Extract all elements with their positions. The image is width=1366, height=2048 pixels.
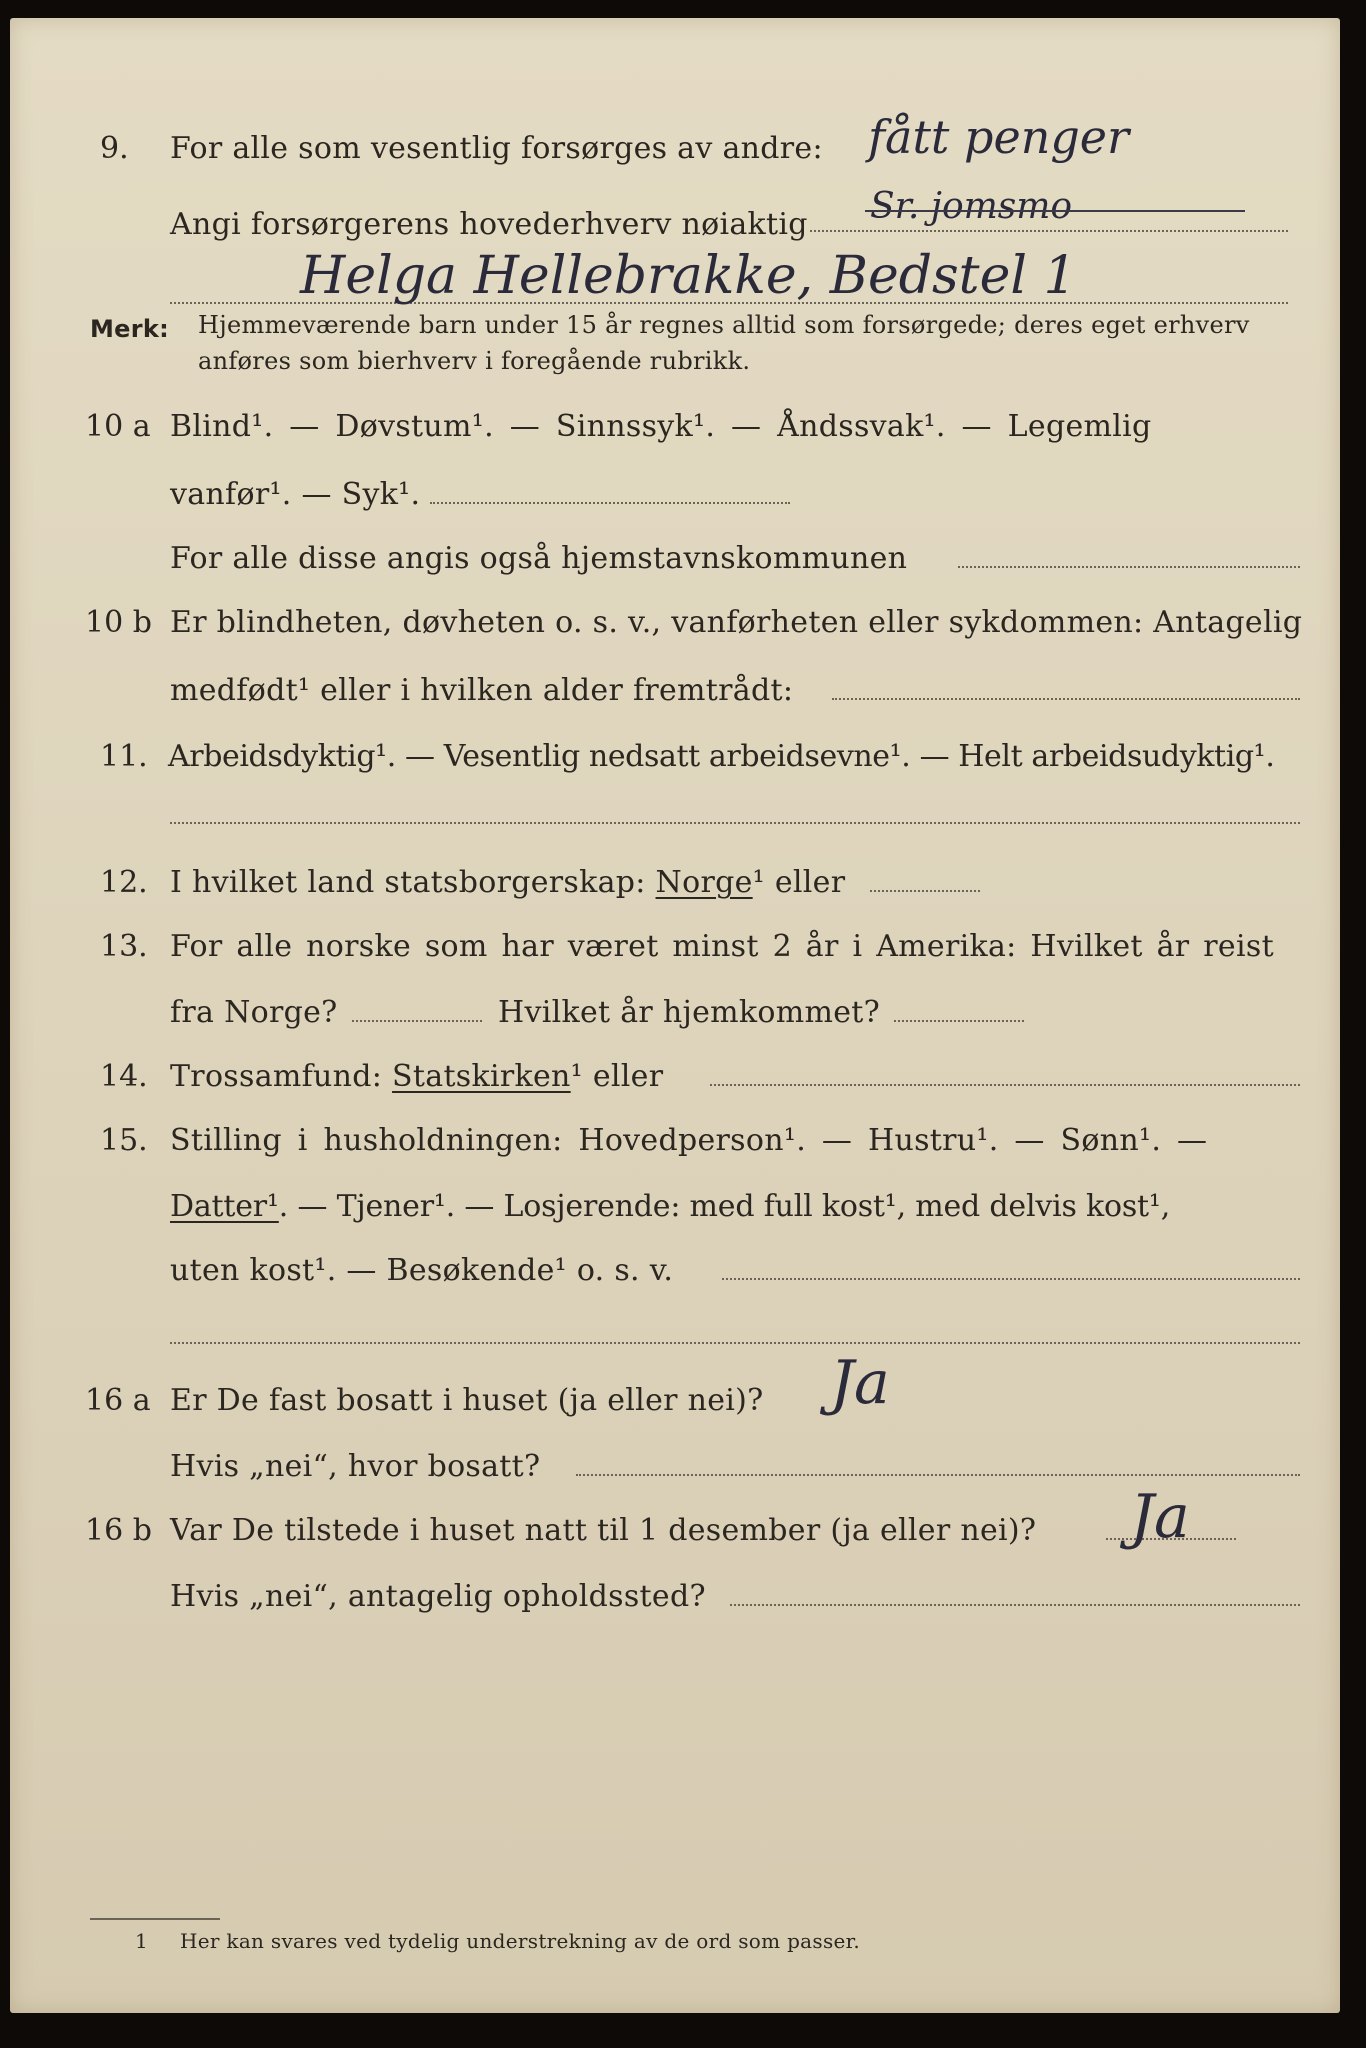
q10b-line2-dots bbox=[832, 698, 1300, 700]
q9-line2: Angi forsørgerens hovederhverv nøiaktig bbox=[170, 207, 808, 242]
q15-line2-rest: . — Tjener¹. — Losjerende: med full kost¹, med delvis kost¹, bbox=[278, 1189, 1171, 1224]
q16a-line2-dots bbox=[576, 1474, 1300, 1476]
q13-line2a-dots bbox=[352, 1020, 482, 1022]
census-form-page bbox=[10, 18, 1340, 2013]
q16a-line2: Hvis „nei“, hvor bosatt? bbox=[170, 1449, 541, 1484]
q14-dots bbox=[710, 1084, 1300, 1086]
q16b-answer-handwritten: Ja bbox=[1130, 1482, 1190, 1552]
q10b-number: 10 b bbox=[85, 605, 152, 640]
q16b-line1: Var De tilstede i huset natt til 1 desember (ja eller nei)? bbox=[170, 1513, 1037, 1548]
footnote-mark: 1 bbox=[135, 1929, 149, 1953]
q10b-line1: Er blindheten, døvheten o. s. v., vanførheten eller sykdommen: Antagelig bbox=[170, 605, 1303, 640]
q9-strikethrough bbox=[865, 210, 1245, 212]
q16a-line1: Er De fast bosatt i huset (ja eller nei)? bbox=[170, 1383, 764, 1418]
q12-underlined-answer: Norge bbox=[655, 865, 753, 900]
q14-prefix: Trossamfund: bbox=[170, 1059, 383, 1094]
merk-line2: anføres som bierhverv i foregående rubrikk. bbox=[198, 347, 751, 375]
q13-number: 13. bbox=[100, 929, 148, 964]
q10a-line2: vanfør¹. — Syk¹. bbox=[170, 477, 421, 512]
q11-number: 11. bbox=[100, 739, 148, 774]
q14-underlined-answer: Statskirken bbox=[392, 1059, 571, 1094]
q15-answer-dots bbox=[170, 1342, 1300, 1344]
q9-number: 9. bbox=[100, 131, 129, 166]
q13-line1: For alle norske som har været minst 2 år i Amerika: Hvilket år reist bbox=[170, 929, 1274, 964]
q15-number: 15. bbox=[100, 1123, 148, 1158]
q16b-number: 16 b bbox=[85, 1513, 152, 1548]
q9-line1: For alle som vesentlig forsørges av andre: bbox=[170, 131, 823, 166]
q15-underlined-answer: Datter¹ bbox=[170, 1189, 279, 1224]
merk-line1: Hjemmeværende barn under 15 år regnes alltid som forsørgede; deres eget erhverv bbox=[198, 311, 1250, 339]
q9-line2-answer-handwritten: Sr. jomsmo bbox=[870, 186, 1073, 227]
q11-answer-dots bbox=[170, 822, 1300, 824]
footnote-rule bbox=[90, 1918, 220, 1920]
q15-line3-dots bbox=[722, 1278, 1300, 1280]
q12-suffix: ¹ eller bbox=[752, 865, 846, 900]
q13-line2b-dots bbox=[894, 1020, 1024, 1022]
q10a-line3: For alle disse angis også hjemstavnskommunen bbox=[170, 541, 908, 576]
q16b-line2-dots bbox=[730, 1604, 1300, 1606]
q15-line1: Stilling i husholdningen: Hovedperson¹. — Hustru¹. — Sønn¹. — bbox=[170, 1123, 1208, 1158]
q15-line3: uten kost¹. — Besøkende¹ o. s. v. bbox=[170, 1253, 674, 1288]
q12-prefix: I hvilket land statsborgerskap: bbox=[170, 865, 646, 900]
q9-answer-handwritten: fått penger bbox=[868, 110, 1129, 164]
q9-line3-answer-handwritten: Helga Hellebrakke, Bedstel 1 bbox=[300, 246, 1077, 306]
q14-suffix: ¹ eller bbox=[570, 1059, 664, 1094]
q14-line bbox=[170, 1058, 663, 1096]
q15-line2 bbox=[170, 1188, 1170, 1226]
merk-label: Merk: bbox=[90, 315, 170, 343]
q12-number: 12. bbox=[100, 865, 148, 900]
q12-line bbox=[170, 864, 845, 902]
q10a-line3-dots bbox=[958, 566, 1300, 568]
q10a-number: 10 a bbox=[85, 409, 151, 444]
q16b-line2: Hvis „nei“, antagelig opholdssted? bbox=[170, 1579, 706, 1614]
q16a-answer-handwritten: Ja bbox=[830, 1348, 890, 1418]
footnote-text: Her kan svares ved tydelig understrekning av de ord som passer. bbox=[180, 1929, 860, 1953]
q10a-line2-dots bbox=[430, 502, 790, 504]
q13-line2a: fra Norge? bbox=[170, 995, 338, 1030]
q12-dots bbox=[870, 890, 980, 892]
q9-line2-dots bbox=[810, 230, 1288, 232]
q13-line2b: Hvilket år hjemkommet? bbox=[498, 995, 881, 1030]
q14-number: 14. bbox=[100, 1059, 148, 1094]
q11-line1: Arbeidsdyktig¹. — Vesentlig nedsatt arbeidsevne¹. — Helt arbeidsudyktig¹. bbox=[168, 739, 1275, 774]
q10b-line2: medfødt¹ eller i hvilken alder fremtrådt: bbox=[170, 673, 794, 708]
q16a-number: 16 a bbox=[85, 1383, 151, 1418]
q10a-line1: Blind¹. — Døvstum¹. — Sinnssyk¹. — Åndssvak¹. — Legemlig bbox=[170, 409, 1152, 444]
